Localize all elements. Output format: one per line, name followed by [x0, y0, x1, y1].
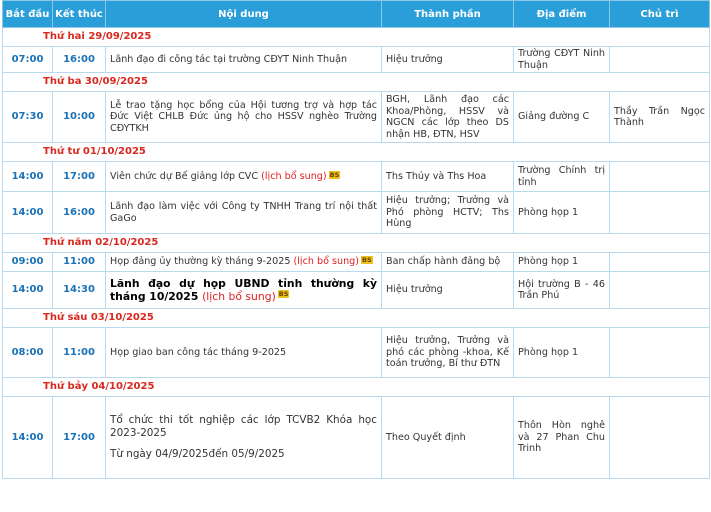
event-start: 14:00	[3, 397, 53, 479]
event-location: Phòng họp 1	[514, 253, 610, 272]
event-host	[610, 192, 710, 234]
day-label: Thứ tư 01/10/2025	[3, 143, 710, 162]
header-host: Chủ trì	[610, 1, 710, 28]
event-end: 14:30	[53, 272, 106, 309]
event-row	[3, 272, 710, 309]
event-end: 17:00	[53, 162, 106, 192]
event-members: Hiệu trưởng; Trưởng và Phó phòng HCTV; Ths Hùng	[382, 192, 514, 234]
day-label: Thứ hai 29/09/2025	[3, 28, 710, 47]
event-end: 16:00	[53, 47, 106, 73]
event-host: Thầy Trần Ngọc Thành	[610, 92, 710, 143]
event-end: 10:00	[53, 92, 106, 143]
event-location: Thôn Hòn nghê và 27 Phan Chu Trinh	[514, 397, 610, 479]
event-content-text: Tổ chức thi tốt nghiệp các lớp TCVB2 Khóa học 2023-2025	[110, 414, 377, 439]
event-location: Phòng họp 1	[514, 192, 610, 234]
schedule-table	[2, 0, 710, 479]
event-row	[3, 92, 710, 143]
event-row	[3, 397, 710, 479]
event-start: 09:00	[3, 253, 53, 272]
event-content	[106, 253, 382, 272]
event-row	[3, 47, 710, 73]
header-start: Bắt đầu	[3, 1, 53, 28]
event-content	[106, 272, 382, 309]
event-start: 14:00	[3, 162, 53, 192]
event-members: Hiệu trưởng	[382, 272, 514, 309]
event-content	[106, 162, 382, 192]
event-content-dates: Từ ngày 04/9/2025đến 05/9/2025	[110, 448, 285, 460]
event-end: 11:00	[53, 328, 106, 378]
header-row	[3, 1, 710, 28]
header-content: Nội dung	[106, 1, 382, 28]
event-note: (lịch bổ sung)	[261, 170, 327, 182]
event-content-text: Họp đảng ủy thường kỳ tháng 9-2025	[110, 256, 291, 268]
event-location: Hội trường B - 46 Trần Phú	[514, 272, 610, 309]
event-location: Phòng họp 1	[514, 328, 610, 378]
event-content-text: Lãnh đạo dự họp UBND tỉnh thường kỳ tháng 10/2025	[110, 277, 377, 303]
event-content-text: Lãnh đạo đi công tác tại trường CĐYT Ninh Thuận	[110, 53, 348, 65]
event-row	[3, 328, 710, 378]
day-label: Thứ bảy 04/10/2025	[3, 378, 710, 397]
event-row	[3, 162, 710, 192]
event-content	[106, 328, 382, 378]
event-content-text: Lễ trao tặng học bổng của Hội tương trợ và hợp tác Đức Việt CHLB Đức ủng hộ cho HSSV nghèo Trường CĐYTKH	[110, 99, 377, 134]
event-location: Trường CĐYT Ninh Thuận	[514, 47, 610, 73]
header-members: Thành phần	[382, 1, 514, 28]
event-host	[610, 272, 710, 309]
event-members: Hiệu trưởng, Trưởng và phó các phòng -khoa, Kế toán trưởng, Bí thư ĐTN	[382, 328, 514, 378]
event-start: 14:00	[3, 272, 53, 309]
event-location: Giảng đường C	[514, 92, 610, 143]
event-start: 14:00	[3, 192, 53, 234]
day-row	[3, 234, 710, 253]
event-row	[3, 253, 710, 272]
day-row	[3, 73, 710, 92]
event-start: 07:00	[3, 47, 53, 73]
event-end: 17:00	[53, 397, 106, 479]
event-content-text: Lãnh đạo làm việc với Công ty TNHH Trang trí nội thất GaGo	[110, 201, 377, 224]
event-end: 11:00	[53, 253, 106, 272]
event-note: (lịch bổ sung)	[202, 290, 276, 303]
event-host	[610, 162, 710, 192]
event-members: BGH, Lãnh đạo các Khoa/Phòng, HSSV và NGCN các lớp theo DS nhận HB, ĐTN, HSV	[382, 92, 514, 143]
event-content	[106, 397, 382, 479]
event-content	[106, 192, 382, 234]
event-end: 16:00	[53, 192, 106, 234]
event-row	[3, 192, 710, 234]
day-row	[3, 378, 710, 397]
day-row	[3, 143, 710, 162]
day-row	[3, 309, 710, 328]
event-start: 07:30	[3, 92, 53, 143]
event-members: Hiệu trưởng	[382, 47, 514, 73]
event-content-text: Viên chức dự Bế giảng lớp CVC	[110, 170, 259, 182]
header-end: Kết thúc	[53, 1, 106, 28]
supplement-badge: BS	[329, 170, 340, 179]
event-host	[610, 47, 710, 73]
event-content	[106, 47, 382, 73]
day-row	[3, 28, 710, 47]
event-members: Ban chấp hành đảng bộ	[382, 253, 514, 272]
event-members: Ths Thúy và Ths Hoa	[382, 162, 514, 192]
header-location: Địa điểm	[514, 1, 610, 28]
supplement-badge: BS	[361, 256, 372, 265]
event-content	[106, 92, 382, 143]
event-host	[610, 328, 710, 378]
event-start: 08:00	[3, 328, 53, 378]
event-host	[610, 397, 710, 479]
day-label: Thứ năm 02/10/2025	[3, 234, 710, 253]
event-members: Theo Quyết định	[382, 397, 514, 479]
event-content-text: Họp giao ban công tác tháng 9-2025	[110, 346, 287, 358]
day-label: Thứ sáu 03/10/2025	[3, 309, 710, 328]
event-host	[610, 253, 710, 272]
event-location: Trường Chính trị tỉnh	[514, 162, 610, 192]
supplement-badge: BS	[278, 290, 289, 298]
event-note: (lịch bổ sung)	[293, 256, 359, 268]
day-label: Thứ ba 30/09/2025	[3, 73, 710, 92]
